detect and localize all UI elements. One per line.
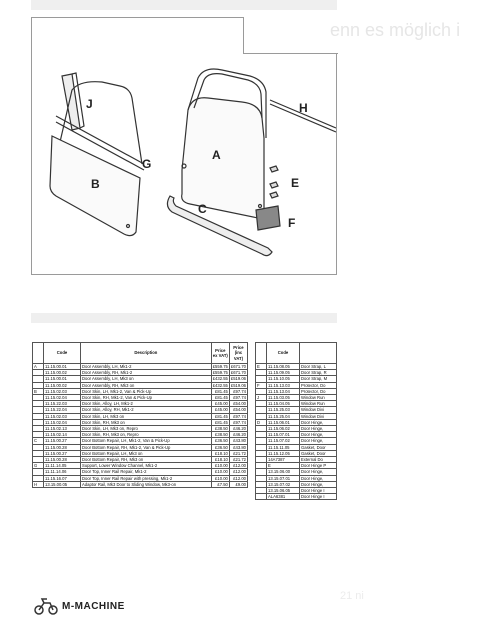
title-box: [243, 17, 338, 54]
table-cell: Door Strap, M: [300, 376, 337, 382]
table-cell: Door Hinge,: [300, 481, 337, 487]
table-cell: 11.15.25.04: [267, 413, 300, 419]
table-cell: 11.15.13.03: [267, 382, 300, 388]
table-cell: Gasket, Door: [300, 450, 337, 456]
table-cell: Window Run: [300, 395, 337, 401]
table-cell: Window Divi: [300, 407, 337, 413]
table-cell: Door Strap, L: [300, 364, 337, 370]
table-row: [33, 444, 248, 450]
table-cell: £97.74: [229, 419, 247, 425]
table-cell: £21.72: [229, 457, 247, 463]
motorcycle-icon: [34, 597, 58, 615]
table-cell: 13.15.06.00: [267, 469, 300, 475]
table-cell: £54.00: [229, 401, 247, 407]
table-cell: £559.75: [212, 370, 228, 376]
table-cell: 11.15.00.27: [44, 438, 81, 444]
table-cell: £81.45: [211, 395, 229, 401]
table-cell: Door Strap, R: [300, 370, 337, 376]
table-cell: 11.15.02.13: [44, 426, 81, 432]
table-cell: 11.15.02.03: [44, 413, 81, 419]
table-cell: Door Skin, LH, Mk3 on: [81, 413, 212, 419]
table-cell: £46.20: [229, 426, 247, 432]
door-exploded-view: [32, 18, 336, 274]
table-cell: 11.15.16.07: [44, 475, 81, 481]
table-row: [33, 475, 248, 481]
table-cell: £45.00: [211, 401, 229, 407]
table-cell: 11.15.02.04: [44, 395, 81, 401]
table-cell: F: [256, 382, 267, 388]
table-cell: £36.50: [211, 438, 229, 444]
table-cell: Door Hinge I: [300, 488, 337, 494]
table-cell: £97.74: [229, 413, 247, 419]
table-cell: 11.15.22.04: [44, 407, 81, 413]
table-cell: 11.15.22.03: [44, 401, 81, 407]
table-cell: £18.10: [211, 450, 229, 456]
table-cell: £12.00: [229, 469, 247, 475]
table-cell: £43.80: [229, 438, 247, 444]
table-cell: 11.11.14.05: [44, 463, 81, 469]
table-cell: Door Assembly, LH, Mk3 on: [81, 376, 212, 382]
col-description: Description: [81, 343, 212, 364]
table-cell: Adaptor Rail, Mk3 Door to Sliding Window, Mk3-on: [81, 481, 212, 487]
table-cell: Door Skin, LH, Mk1-2, Van & Pick-Up: [81, 388, 212, 394]
col-price-ex: Price ex VAT): [211, 343, 229, 364]
label-a: A: [212, 148, 221, 162]
table-cell: 11.15.00.28: [44, 444, 81, 450]
table-cell: £671.70: [230, 370, 246, 376]
table-cell: £38.50: [211, 426, 229, 432]
table-cell: C: [33, 438, 44, 444]
table-cell: £81.45: [211, 419, 229, 425]
table-cell: £519.06: [230, 382, 246, 388]
table-cell: Door Hinge,: [300, 419, 337, 425]
header-band: [31, 0, 337, 10]
background-watermark-text: enn es möglich i: [330, 20, 461, 40]
table-cell: Door Hinge,: [300, 469, 337, 475]
table-cell: D: [256, 419, 267, 425]
table-cell: Door Skin, LH, Mk3 on, Repro: [81, 426, 212, 432]
table-cell: B: [33, 388, 44, 394]
table-row: [33, 457, 248, 463]
table-header-row: [33, 343, 248, 364]
brand-name: M-MACHINE: [62, 600, 125, 612]
table-cell: 11.15.12.05: [267, 450, 300, 456]
table-cell: Door Hinge,: [300, 438, 337, 444]
table-cell: £18.10: [211, 457, 229, 463]
table-row: [33, 481, 248, 487]
table-cell: £81.45: [211, 413, 229, 419]
table-cell: Door Bottom Repair, RH, Mk1-2, Van & Pick-Up: [81, 444, 212, 450]
table-cell: Door Hinge,: [300, 432, 337, 438]
table-cell: 11.15.06.02: [267, 426, 300, 432]
table-cell: 11.15.07.02: [267, 438, 300, 444]
col-code: Code: [44, 343, 81, 364]
col-ref: [256, 343, 267, 364]
table-cell: Door Top, Inner Rail Repair with pressing, Mk1-2: [81, 475, 212, 481]
table-cell: 13.15.06.05: [267, 488, 300, 494]
table-cell: 11.15.10.05: [267, 376, 300, 382]
table-cell: £97.74: [229, 388, 247, 394]
table-cell: £36.50: [211, 444, 229, 450]
col-price-inc: Price (inc VAT): [229, 343, 247, 364]
table-cell: 11.15.02.03: [44, 388, 81, 394]
table-cell: Door Bottom Repair, RH, Mk3 on: [81, 457, 212, 463]
table-cell: 11.15.09.05: [267, 370, 300, 376]
table-row: [33, 469, 248, 475]
parts-diagram: [31, 17, 337, 275]
label-h: H: [299, 101, 308, 115]
table-cell: 14A7387: [267, 457, 300, 463]
table-cell: 13.15.07.01: [267, 475, 300, 481]
table-cell: J: [256, 395, 267, 401]
table-cell: H: [33, 481, 44, 487]
table-row: [33, 395, 248, 401]
separator-band: [31, 313, 337, 323]
table-cell: Door Skin, RH, Mk1-2, Van & Pick-Up: [81, 395, 212, 401]
table-cell: £43.80: [229, 444, 247, 450]
table-cell: £46.20: [229, 432, 247, 438]
table-cell: 13.15.00.05: [44, 481, 81, 487]
table-cell: £432.55: [212, 376, 228, 382]
table-cell: Support, Lower Window Channel, Mk1-2: [81, 463, 212, 469]
table-cell: Door Top, Inner Rail Repair, Mk1-2: [81, 469, 212, 475]
table-cell: Window Run: [300, 401, 337, 407]
table-cell: £9.00: [229, 481, 247, 487]
table-cell: Door Assembly, LH, Mk1-2: [81, 364, 212, 370]
table-cell: ALA6381: [267, 494, 300, 500]
table-cell: 13.15.07.02: [267, 481, 300, 487]
table-cell: 11.15.00.02: [44, 382, 81, 388]
col-ref: [33, 343, 44, 364]
table-cell: Door Skin, RH, Mk3 on: [81, 419, 212, 425]
label-j: J: [86, 97, 93, 111]
label-e: E: [291, 176, 300, 190]
table-row: [33, 463, 248, 469]
table-cell: £12.00: [229, 463, 247, 469]
table-row: [33, 438, 248, 444]
table-cell: £7.50: [211, 481, 229, 487]
table-cell: Window Divi: [300, 413, 337, 419]
table-cell: 11.15.03.05: [267, 395, 300, 401]
table-cell: 11.15.04.05: [267, 401, 300, 407]
parts-price-table: [32, 342, 248, 488]
table-cell: 11.15.08.05: [267, 364, 300, 370]
table-cell: Door Bottom Repair, LH, Mk3 on: [81, 450, 212, 456]
parts-price-table-continued: [255, 342, 337, 500]
table-cell: 11.15.00.02: [44, 370, 81, 376]
table-cell: 11.15.00.01: [44, 364, 81, 370]
table-cell: Protector, Do: [300, 388, 337, 394]
table-cell: £12.00: [229, 475, 247, 481]
col-code: Code: [267, 343, 300, 364]
table-cell: 11.15.25.03: [267, 407, 300, 413]
table-cell: £559.75: [212, 364, 228, 369]
table-cell: Door Skin, RH, Mk3 on, Repro: [81, 432, 212, 438]
table-cell: £97.74: [229, 395, 247, 401]
table-cell: 11.15.13.04: [267, 388, 300, 394]
table-cell: £671.70: [230, 364, 246, 369]
table-cell: £81.45: [211, 388, 229, 394]
table-cell: 11.15.00.01: [44, 376, 81, 382]
table-cell: £45.00: [211, 407, 229, 413]
table-cell: E: [256, 364, 267, 370]
table-cell: Door Hinge,: [300, 475, 337, 481]
label-b: B: [91, 177, 100, 191]
table-cell: £10.00: [211, 469, 229, 475]
table-cell: A: [33, 364, 44, 370]
table-cell: £432.55: [212, 382, 228, 388]
table-cell: Door Assembly, RH, Mk3 on: [81, 382, 212, 388]
table-cell: £10.00: [211, 463, 229, 469]
table-cell: 11.11.14.06: [44, 469, 81, 475]
table-cell: Door Hinge,: [300, 426, 337, 432]
table-row: [256, 494, 337, 500]
label-f: F: [288, 216, 296, 230]
table-cell: Protector, Do: [300, 382, 337, 388]
table-cell: 11.15.00.28: [44, 457, 81, 463]
brand-logo: [34, 597, 125, 615]
table-cell: £38.50: [211, 432, 229, 438]
table-cell: Door Skin, Alloy, LH, Mk1-2: [81, 401, 212, 407]
label-c: C: [198, 202, 207, 216]
table-header-row: [256, 343, 337, 364]
table-row: [33, 450, 248, 456]
table-cell: 11.15.02.04: [44, 419, 81, 425]
background-watermark-footer: 21 ni: [340, 590, 364, 602]
table-row: [33, 388, 248, 394]
table-cell: Door Skin, Alloy, RH, Mk1-2: [81, 407, 212, 413]
table-cell: Door Hinge P: [300, 463, 337, 469]
table-cell: Gasket, Door: [300, 444, 337, 450]
table-cell: 11.15.07.01: [267, 432, 300, 438]
table-cell: 11.15.02.14: [44, 432, 81, 438]
col-description: [300, 343, 337, 364]
table-cell: Door Assembly, RH, Mk1-2: [81, 370, 212, 376]
table-cell: External Do: [300, 457, 337, 463]
table-cell: [256, 494, 267, 500]
table-cell: 11.15.11.05: [267, 444, 300, 450]
label-g: G: [142, 157, 152, 171]
table-cell: 11.15.00.27: [44, 450, 81, 456]
table-cell: £10.00: [211, 475, 229, 481]
table-cell: Door Bottom Repair, LH, Mk1-2, Van & Pick-Up: [81, 438, 212, 444]
table-cell: G: [33, 463, 44, 469]
table-cell: £21.72: [229, 450, 247, 456]
table-cell: £519.06: [230, 376, 246, 382]
table-cell: E: [267, 463, 300, 469]
table-cell: 11.15.06.01: [267, 419, 300, 425]
table-cell: £54.00: [229, 407, 247, 413]
table-cell: Door Hinge I: [300, 494, 337, 500]
